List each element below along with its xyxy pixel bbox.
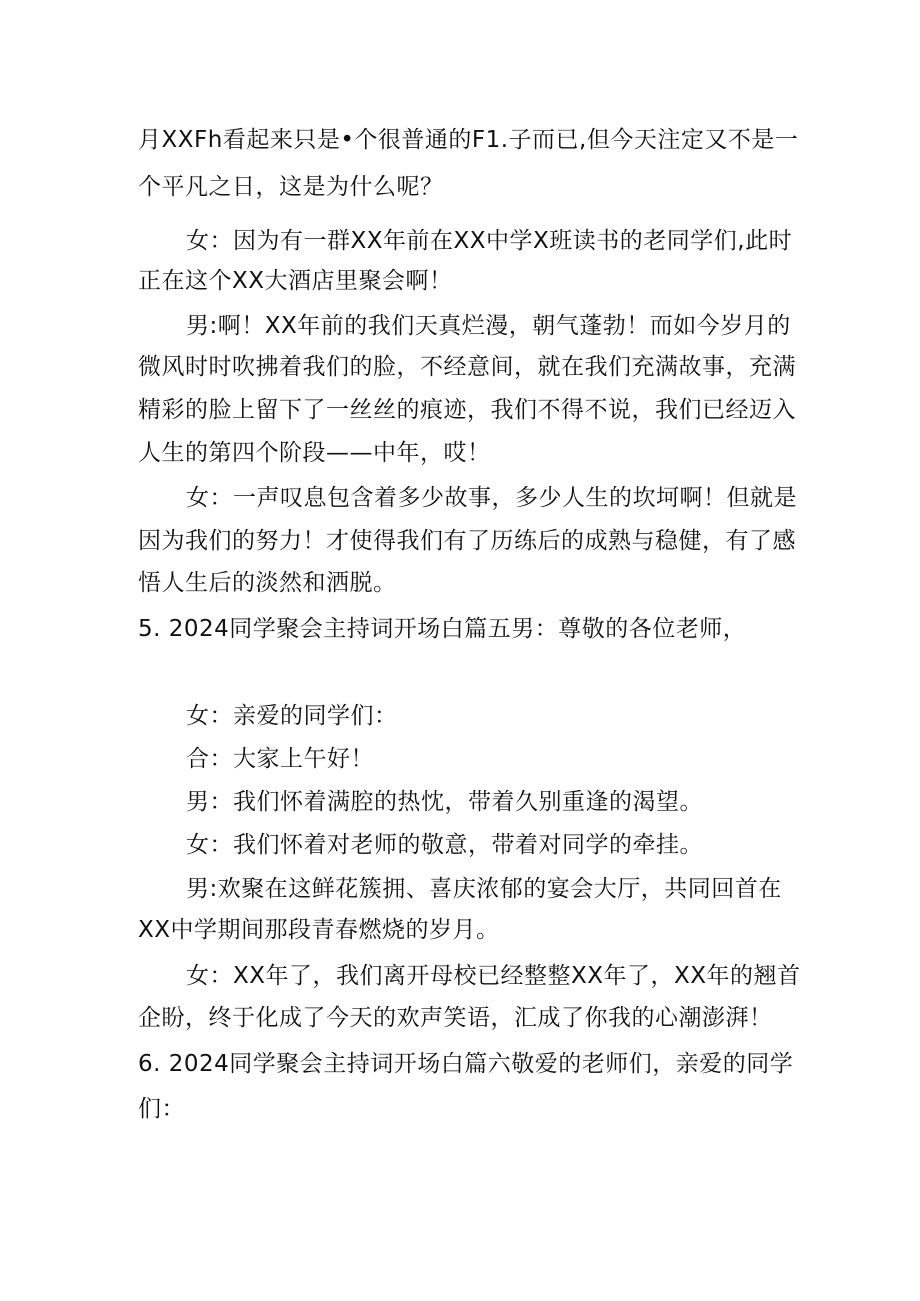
text-line: 女：因为有一群XX年前在XX中学X班读书的老同学们,此时 [186,228,793,254]
text-line: 企盼，终于化成了今天的欢声笑语，汇成了你我的心潮澎湃！ [138,1005,773,1031]
text-line: 女：我们怀着对老师的敬意，带着对同学的牵挂。 [186,832,703,858]
text-line: 正在这个XX大酒店里聚会啊！ [138,268,453,294]
text-line: 月XXFh看起来只是•个很普通的F1.子而已,但今天注定又不是一 [138,127,799,153]
text-line: 们： [138,1096,185,1122]
text-line: 合：大家上午好！ [186,746,374,772]
section-heading: 6. 2024同学聚会主持词开场白篇六敬爱的老师们，亲爱的同学 [138,1051,794,1077]
text-line: 男:欢聚在这鲜花簇拥、喜庆浓郁的宴会大厅，共同回首在 [186,876,782,902]
text-line: 男：我们怀着满腔的热忱，带着久别重逢的渴望。 [186,789,703,815]
text-line: 微风时时吹拂着我们的脸，不经意间，就在我们充满故事，充满 [138,354,796,380]
text-line: 女：XX年了，我们离开母校已经整整XX年了，XX年的翘首 [186,963,801,989]
text-line: 男:啊！XX年前的我们天真烂漫，朝气蓬勃！而如今岁月的 [186,313,791,339]
text-line: 悟人生后的淡然和洒脱。 [138,570,397,596]
text-line: 人生的第四个阶段——中年，哎！ [138,440,491,466]
text-line: XX中学期间那段青春燃烧的岁月。 [138,917,500,943]
text-line: 个平凡之日，这是为什么呢？ [138,174,444,200]
section-heading: 5. 2024同学聚会主持词开场白篇五男：尊敬的各位老师， [138,616,747,642]
text-line: 女：一声叹息包含着多少故事，多少人生的坎坷啊！但就是 [186,485,797,511]
text-line: 精彩的脸上留下了一丝丝的痕迹，我们不得不说，我们已经迈入 [138,397,796,423]
text-line: 因为我们的努力！才使得我们有了历练后的成熟与稳健，有了感 [138,528,796,554]
text-line: 女：亲爱的同学们： [186,703,398,729]
